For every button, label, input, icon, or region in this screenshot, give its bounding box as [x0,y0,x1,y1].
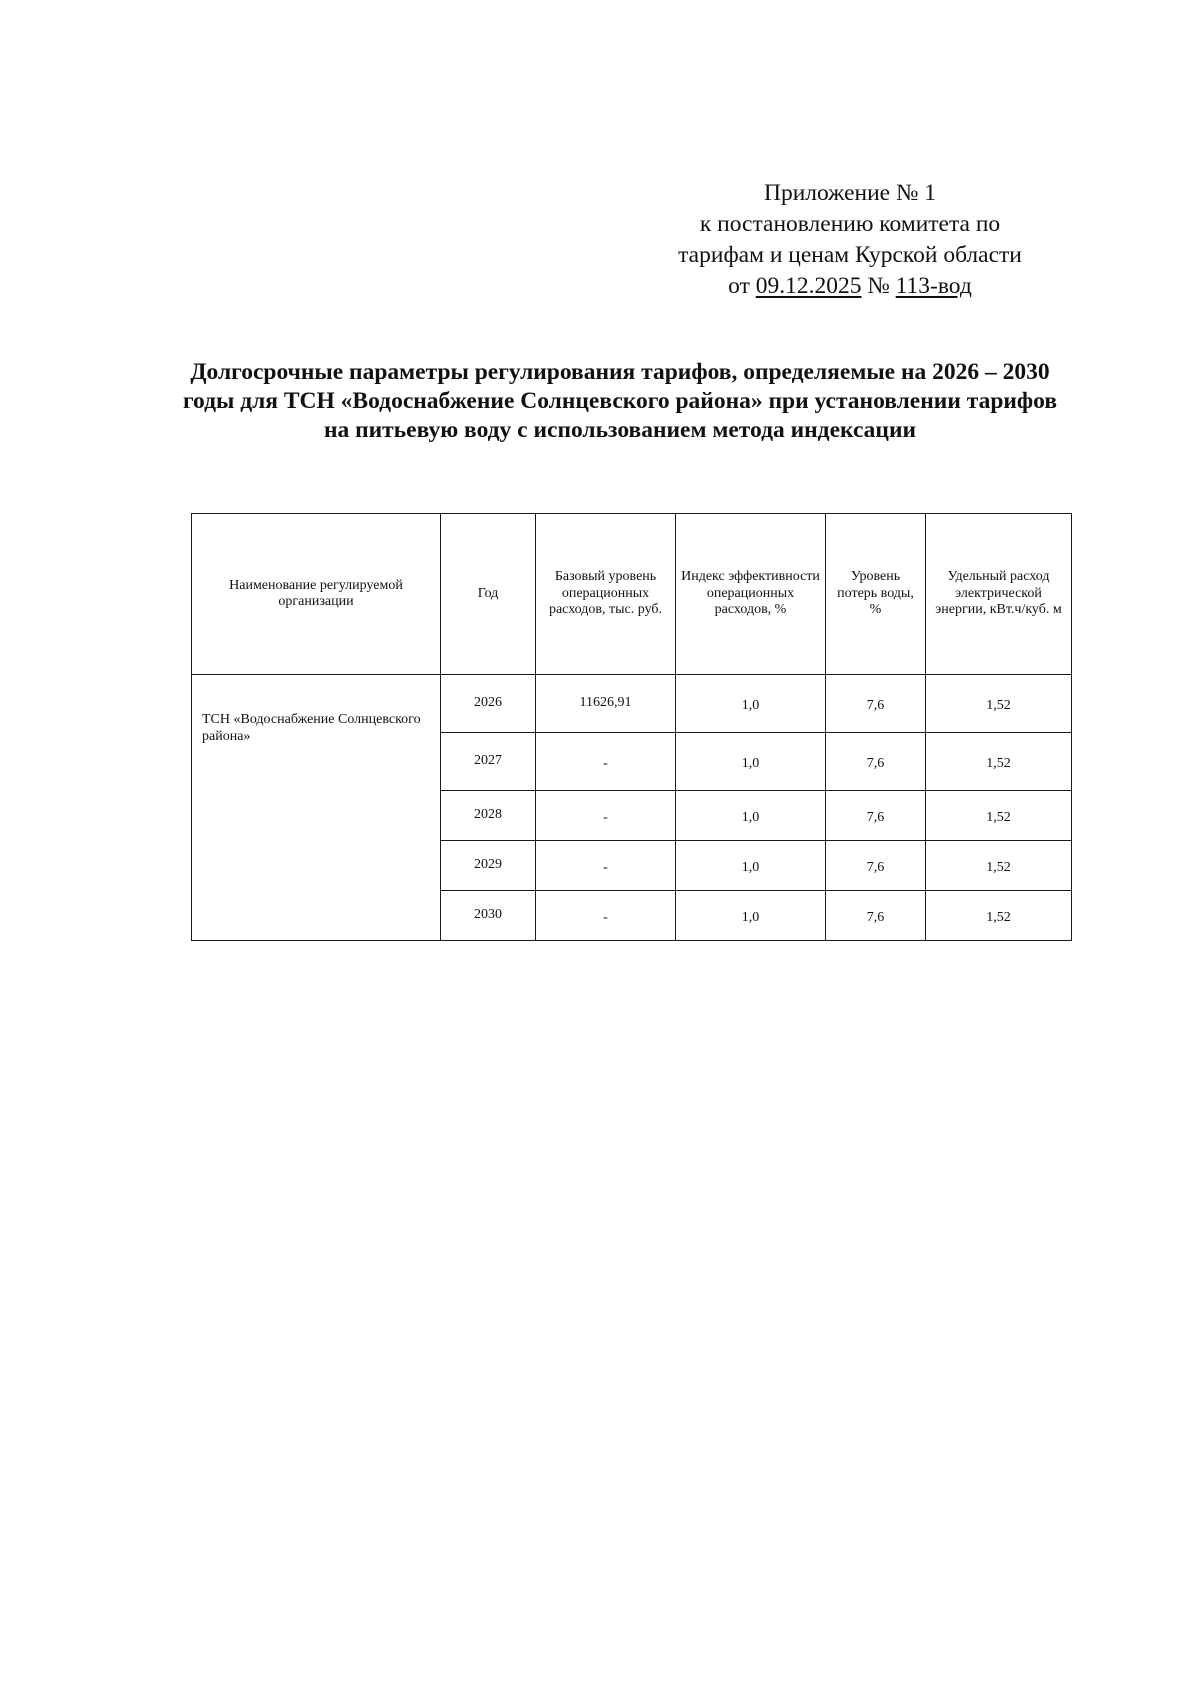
date-prefix: от [728,273,756,299]
year-cell: 2030 [441,891,536,941]
loss-level-cell: 7,6 [826,891,926,941]
base-level-cell: - [536,733,676,791]
table-header-row [192,514,1072,675]
header-base-level: Базовый уровень операционных расходов, тыс. руб. [536,514,676,675]
resolution-date: 09.12.2025 [755,273,862,299]
efficiency-index-cell: 1,0 [676,841,826,891]
header-organization: Наименование регулируемой организации [192,514,441,675]
year-cell: 2026 [441,675,536,733]
loss-level-cell: 7,6 [826,841,926,891]
energy-consumption-cell: 1,52 [926,791,1072,841]
energy-consumption-cell: 1,52 [926,891,1072,941]
base-level-cell: - [536,841,676,891]
resolution-number: 113-вод [895,273,972,299]
loss-level-cell: 7,6 [826,675,926,733]
year-cell: 2028 [441,791,536,841]
efficiency-index-cell: 1,0 [676,675,826,733]
document-title: Долгосрочные параметры регулирования тарифов, определяемые на 2026 – 2030 годы для ТСН «Водоснабжение Солнцевского района» при установлении тарифов на питьевую воду с использованием метода индексации [182,359,1058,443]
energy-consumption-cell: 1,52 [926,733,1072,791]
header-energy-consumption: Удельный расход электрической энергии, кВт.ч/куб. м [926,514,1072,675]
number-sign: № [861,273,896,299]
base-level-cell: - [536,791,676,841]
base-level-cell: - [536,891,676,941]
appendix-header [620,178,1080,302]
efficiency-index-cell: 1,0 [676,791,826,841]
energy-consumption-cell: 1,52 [926,841,1072,891]
appendix-reference-line-1: к постановлению комитета по [699,211,1001,237]
year-cell: 2027 [441,733,536,791]
appendix-number: Приложение № 1 [763,180,937,206]
efficiency-index-cell: 1,0 [676,891,826,941]
loss-level-cell: 7,6 [826,791,926,841]
year-cell: 2029 [441,841,536,891]
appendix-reference-line-2: тарифам и ценам Курской области [678,242,1022,268]
appendix-date-line [620,271,1080,302]
header-year: Год [441,514,536,675]
base-level-cell: 11626,91 [536,675,676,733]
parameters-table [191,513,1072,941]
loss-level-cell: 7,6 [826,733,926,791]
header-efficiency-index: Индекс эффективности операционных расходов, % [676,514,826,675]
organization-name: ТСН «Водоснабжение Солнцевского района» [192,675,441,941]
header-loss-level: Уровень потерь воды, % [826,514,926,675]
energy-consumption-cell: 1,52 [926,675,1072,733]
efficiency-index-cell: 1,0 [676,733,826,791]
table-row [192,675,1072,733]
